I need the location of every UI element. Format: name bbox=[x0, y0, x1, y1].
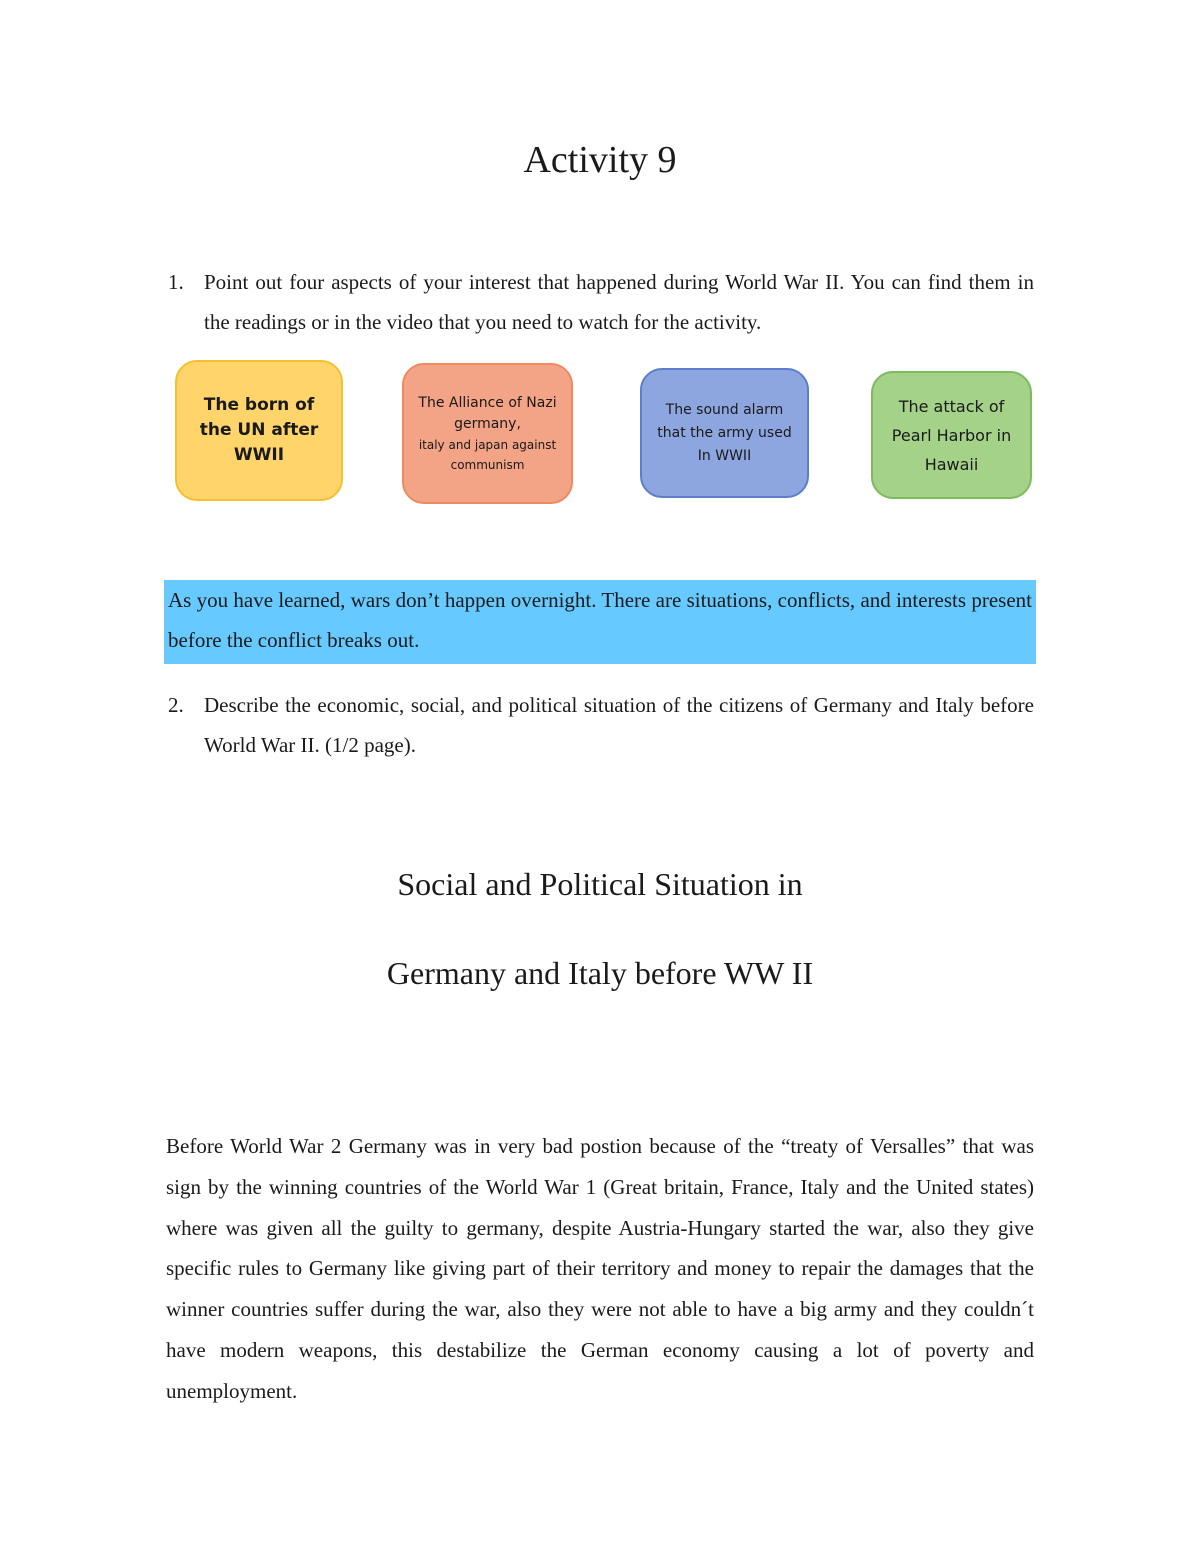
aspect-box-pearl-harbor-text: The attack of Pearl Harbor in Hawaii bbox=[891, 396, 1012, 474]
page-title: Activity 9 bbox=[523, 139, 677, 181]
question-2-number: 2. bbox=[168, 693, 184, 717]
aspect-box-pearl-harbor bbox=[871, 371, 1032, 499]
question-2-text: Describe the economic, social, and political situation of the citizens of Germany and Italy before World War II. (1/2 page). bbox=[204, 693, 1034, 757]
question-1-text: Point out four aspects of your interest that happened during World War II. You can find them in the readings or in the video that you need to watch for the activity. bbox=[204, 270, 1034, 334]
aspect-box-sound-alarm-text: The sound alarm that the army used In WWII bbox=[657, 401, 792, 464]
question-2 bbox=[168, 685, 1034, 765]
question-1-number: 1. bbox=[168, 270, 184, 294]
aspect-box-sound-alarm bbox=[640, 368, 809, 498]
question-1 bbox=[168, 262, 1034, 342]
aspect-box-un-text: The born of the UN after WWII bbox=[199, 395, 319, 465]
body-paragraph: Before World War 2 Germany was in very bad postion because of the “treaty of Versalles” that was sign by the winning countries of the World War 1 (Great britain, France, Italy and the United states) where was given all the guilty to germany, despite Austria-Hungary started the war, also they give specific rules to Germany like giving part of their territory and money to repair the damages that the winner countries suffer during the war, also they were not able to have a big army and they couldn´t have modern weapons, this destabilize the German economy causing a lot of poverty and unemployment. bbox=[166, 1134, 1034, 1403]
aspect-box-alliance-line1: The Alliance of Nazi germany, bbox=[418, 394, 557, 432]
highlighted-note: As you have learned, wars don’t happen overnight. There are situations, conflicts, and interests present before the conflict breaks out. bbox=[164, 580, 1036, 664]
aspect-box-un bbox=[175, 360, 343, 501]
aspect-box-alliance-line2: italy and japan against communism bbox=[418, 437, 557, 472]
section-title-line-2: Germany and Italy before WW II bbox=[386, 955, 814, 991]
aspect-box-alliance bbox=[402, 363, 573, 504]
section-title-line-1: Social and Political Situation in bbox=[397, 866, 803, 902]
